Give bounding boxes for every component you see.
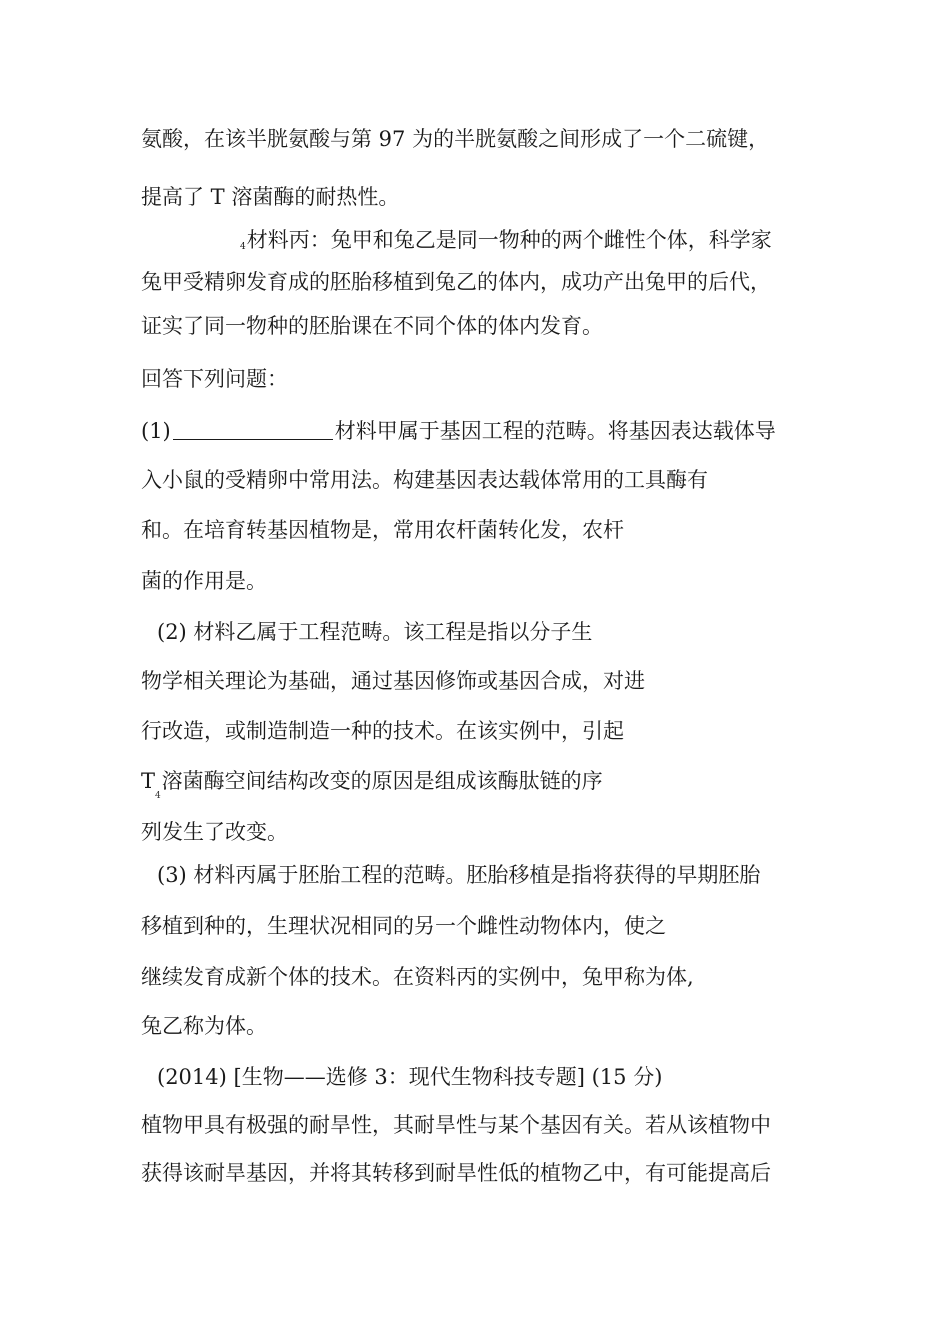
text-line-2: 提高了 T 溶菌酶的耐热性。 bbox=[141, 185, 400, 209]
footnote-mark: 4 bbox=[240, 242, 246, 252]
question-3-line-3: 继续发育成新个体的技术。在资料丙的实例中，兔甲称为体, bbox=[141, 965, 694, 989]
answer-blank bbox=[173, 419, 333, 440]
question-1-line-1 bbox=[141, 417, 776, 445]
question-2-line-3: 行改造，或制造制造一种的技术。在该实例中，引起 bbox=[141, 719, 624, 743]
questions-heading: 回答下列问题： bbox=[141, 367, 288, 391]
section-heading-2014: (2014) [生物——选修 3：现代生物科技专题] (15 分) bbox=[157, 1065, 663, 1089]
question-1-text: 材料甲属于基因工程的范畴。将基因表达载体导 bbox=[334, 419, 776, 443]
question-2-line-4: T 溶菌酶空间结构改变的原因是组成该酶肽链的序 bbox=[141, 769, 603, 793]
text-line-2014-2: 获得该耐旱基因，并将其转移到耐旱性低的植物乙中，有可能提高后 bbox=[141, 1161, 771, 1185]
question-1-line-2: 入小鼠的受精卵中常用法。构建基因表达载体常用的工具酶有 bbox=[141, 468, 708, 492]
question-1-line-4: 菌的作用是。 bbox=[141, 569, 267, 593]
question-3-line-1: (3) 材料丙属于胚胎工程的范畴。胚胎移植是指将获得的早期胚胎 bbox=[157, 863, 761, 887]
text-line-2014-1: 植物甲具有极强的耐旱性，其耐旱性与某个基因有关。若从该植物中 bbox=[141, 1113, 771, 1137]
question-3-line-2: 移植到种的，生理状况相同的另一个雌性动物体内，使之 bbox=[141, 914, 666, 938]
question-2-line-1: (2) 材料乙属于工程范畴。该工程是指以分子生 bbox=[157, 620, 593, 644]
material-c-intro: 材料丙：兔甲和兔乙是同一物种的两个雌性个体，科学家 bbox=[246, 228, 772, 252]
question-1-label: (1) bbox=[141, 419, 171, 443]
question-2-line-5: 列发生了改变。 bbox=[141, 820, 288, 844]
text-line-1: 氨酸，在该半胱氨酸与第 97 为的半胱氨酸之间形成了一个二硫键， bbox=[141, 127, 770, 151]
question-2-line-2: 物学相关理论为基础，通过基因修饰或基因合成，对进 bbox=[141, 669, 645, 693]
footnote-mark: 4 bbox=[155, 791, 161, 801]
question-1-line-3: 和。在培育转基因植物是，常用农杆菌转化发，农杆 bbox=[141, 518, 624, 542]
text-line-5: 证实了同一物种的胚胎课在不同个体的体内发育。 bbox=[141, 314, 603, 338]
text-line-4: 兔甲受精卵发育成的胚胎移植到兔乙的体内，成功产出兔甲的后代， bbox=[141, 270, 771, 294]
text-line-3 bbox=[240, 226, 772, 259]
question-3-line-4: 兔乙称为体。 bbox=[141, 1014, 267, 1038]
